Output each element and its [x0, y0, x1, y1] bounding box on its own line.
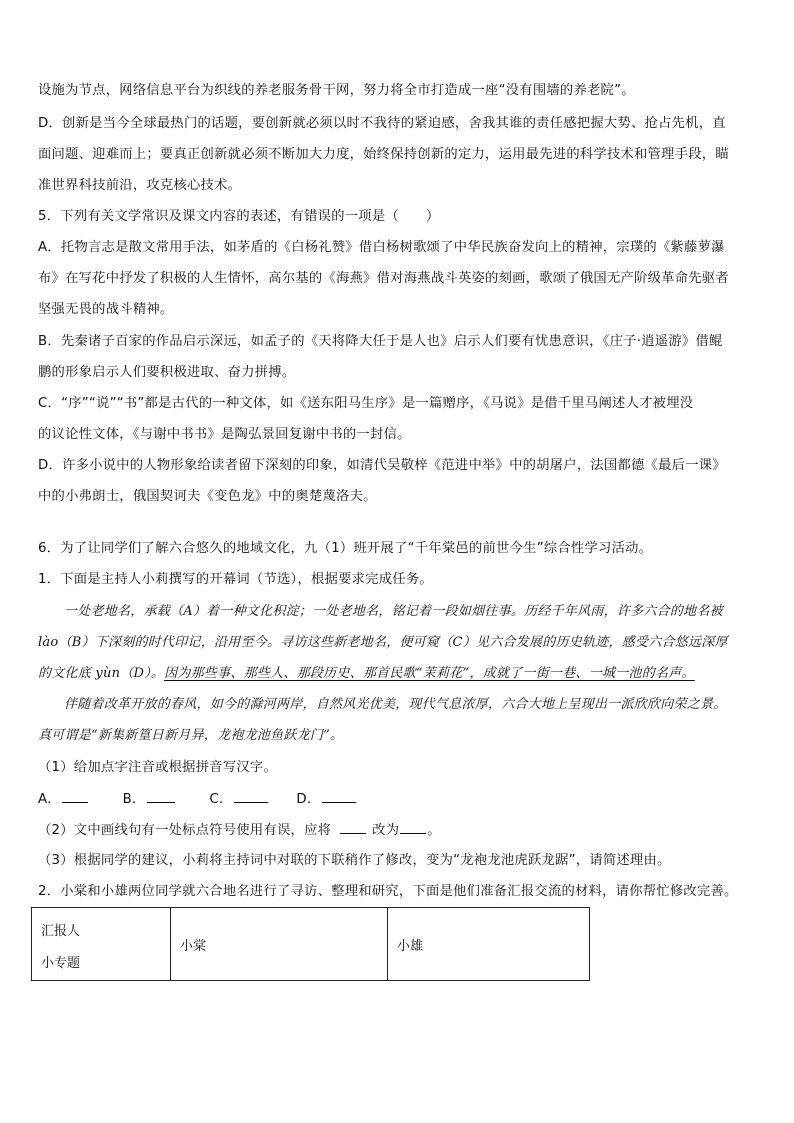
header-reporter: 汇报人 [41, 924, 81, 939]
answer-blank-d[interactable] [322, 790, 356, 803]
option-d-line: D．创新是当今全球最热门的话题，要创新就必须以时不我待的紧迫感，舍我其谁的责任感把握大势、抢占先机，直 [38, 116, 726, 131]
answer-blank-from[interactable] [340, 821, 366, 834]
underlined-sentence: 因为那些事、那些人、那段历史、那首民歌“茉莉花”，成就了一街一巷、一城一池的名声。 [164, 666, 695, 681]
speech-paragraph-line: lào（B）下深刻的时代印记，沿用至今。寻访这些新老地名，便可窥（C）见六合发展的历史轨迹，感受六合悠远深厚 [38, 635, 728, 650]
task-2: 2．小棠和小雄两位同学就六合地名进行了寻访、整理和研究，下面是他们准备汇报交流的材料，请你帮忙修改完善。 [38, 884, 738, 899]
header-topic: 小专题 [41, 956, 81, 971]
question-text: 。 [427, 823, 441, 838]
text-line: 布》在写花中抒发了积极的人生情怀，高尔基的《海燕》借对海燕战斗英姿的刻画，歌颂了俄国无产阶级革命先驱者 [38, 271, 729, 286]
text-line: 面问题、迎难而上；要真正创新就必须不断加大力度，始终保持创新的定力，运用最先进的科学技术和管理手段，瞄 [38, 147, 729, 162]
speech-paragraph-line: 一处老地名，承载（A）着一种文化积淀；一处老地名，铭记着一段如烟往事。历经千年风雨，许多六合的地名被 [64, 604, 723, 619]
answer-blank-b[interactable] [147, 790, 175, 803]
reporter-name: 小雄 [397, 938, 424, 954]
option-c-line: C．“序”“说”“书”都是古代的一种文体，如《送东阳马生序》是一篇赠序，《马说》是借千里马阐述人才被埋没 [38, 396, 694, 411]
option-a-label: A. [38, 792, 52, 807]
table-header-cell [32, 908, 171, 981]
table-row [32, 908, 590, 981]
answer-blank-to[interactable] [400, 821, 426, 834]
answer-options [38, 790, 356, 809]
question-6: 6．为了让同学们了解六合悠久的地域文化，九（1）班开展了“千年棠邑的前世今生”综合性学习活动。 [38, 541, 653, 556]
sub-question-1: （1）给加点字注音或根据拼音写汉字。 [38, 760, 278, 775]
speech-paragraph-line: 真可谓是“新集新篁日新月异，龙袍龙池鱼跃龙门”。 [38, 728, 344, 743]
option-d-label: D. [296, 792, 312, 807]
text-line: 坚强无畏的战斗精神。 [38, 302, 174, 317]
speech-text: 的文化底 yùn（D）。 [38, 666, 165, 681]
speech-paragraph-line: 伴随着改革开放的春风，如今的滁河两岸，自然风光优美，现代气息浓厚，六合大地上呈现出一派欣欣向荣之景。 [64, 697, 727, 712]
option-c-label: C. [209, 792, 224, 807]
reporter-name: 小棠 [180, 938, 207, 954]
option-d-line: D．许多小说中的人物形象给读者留下深刻的印象，如清代吴敬梓《范进中举》中的胡屠户，法国都德《最后一课》 [38, 458, 726, 473]
option-a-line: A．托物言志是散文常用手法，如茅盾的《白杨礼赞》借白杨树歌颂了中华民族奋发向上的精神，宗璞的《紫藤萝瀑 [38, 240, 725, 255]
task-1: 1．下面是主持人小莉撰写的开幕词（节选），根据要求完成任务。 [38, 572, 433, 587]
question-5: 5．下列有关文学常识及课文内容的表述，有错误的一项是（ ） [38, 209, 440, 224]
sub-question-2 [38, 821, 441, 840]
option-b-line: B．先秦诸子百家的作品启示深远，如孟子的《天将降大任于是人也》启示人们要有忧患意识，《庄子·逍遥游》借鲲 [38, 334, 723, 349]
table-cell [171, 908, 388, 981]
answer-blank-a[interactable] [62, 790, 88, 803]
speech-paragraph-line [38, 665, 695, 683]
text-line: 设施为节点，网络信息平台为织线的养老服务骨干网，努力将全市打造成一座“没有围墙的养老院”。 [38, 83, 635, 98]
text-line: 中的小弗朗士，俄国契诃夫《变色龙》中的奥楚蔑洛夫。 [38, 489, 377, 504]
option-b-label: B. [122, 792, 137, 807]
sub-question-3: （3）根据同学的建议，小莉将主持词中对联的下联稍作了修改，变为“龙袍龙池虎跃龙踞”，请简述理由。 [38, 853, 671, 868]
answer-blank-c[interactable] [234, 790, 268, 803]
text-line: 准世界科技前沿，攻克核心技术。 [38, 178, 242, 193]
table-cell [388, 908, 590, 981]
text-line: 鹏的形象启示人们要积极进取、奋力拼搏。 [38, 365, 296, 380]
text-line: 的议论性文体，《与谢中书书》是陶弘景回复谢中书的一封信。 [38, 427, 411, 442]
question-text: （2）文中画线句有一处标点符号使用有误，应将 [38, 823, 332, 838]
report-table [31, 907, 590, 981]
question-text: 改为 [372, 823, 400, 838]
